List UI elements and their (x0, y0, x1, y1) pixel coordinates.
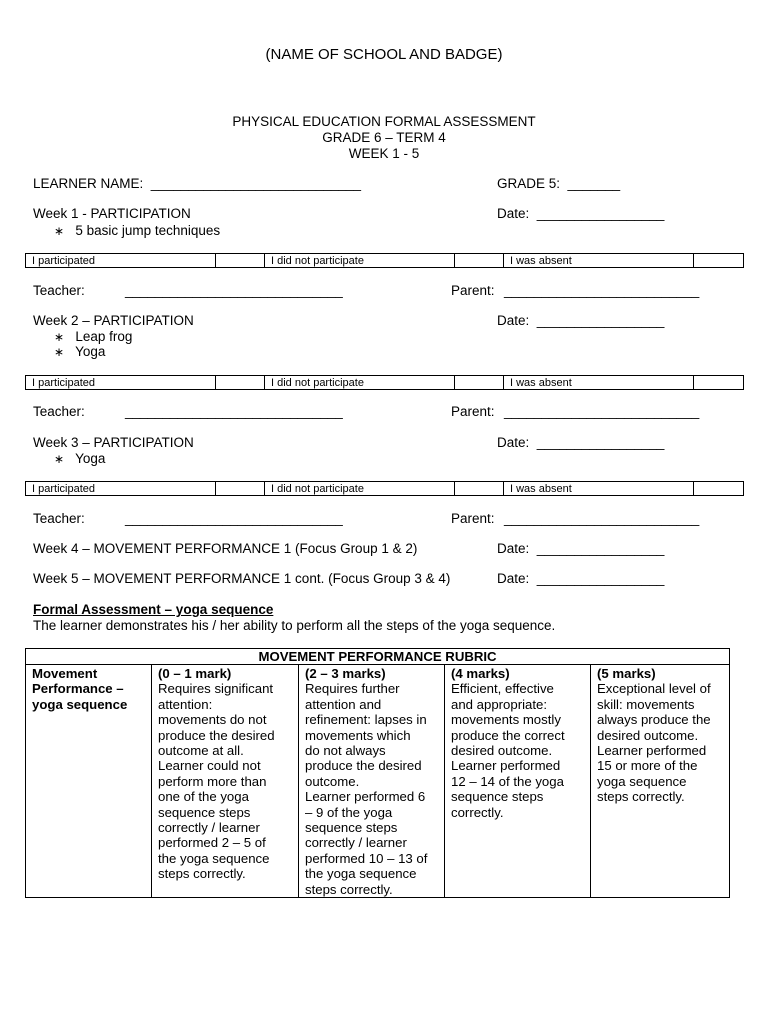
learner-name-label: LEARNER NAME: (33, 176, 144, 191)
rubric-marks: (4 marks) (451, 666, 510, 681)
grade-label: GRADE 5: (497, 176, 561, 191)
bullet-icon: ∗ (54, 224, 65, 238)
parent-label: Parent: (451, 511, 495, 526)
list-item-text: Yoga (75, 451, 106, 466)
bullet-icon: ∗ (54, 330, 65, 344)
date-field[interactable]: _________________ (536, 541, 665, 556)
date-label: Date: (497, 206, 530, 221)
list-item-text: Yoga (75, 344, 106, 359)
rubric-description-line: Learner performed (451, 758, 561, 774)
teacher-label: Teacher: (33, 511, 85, 526)
rubric-description-line: Exceptional level of (597, 681, 711, 697)
rubric-description-line: Efficient, effective (451, 681, 554, 697)
not-participated-label: I did not participate (265, 254, 455, 268)
rubric-description-line: Learner performed 6 (305, 789, 426, 805)
rubric-description-line: movements do not (158, 712, 267, 728)
rubric-description-line: sequence steps (305, 820, 398, 836)
rubric-description-line: skill: movements (597, 696, 695, 712)
rubric-description-line: perform more than (158, 773, 267, 789)
date-label: Date: (497, 313, 530, 328)
formal-assessment-heading: Formal Assessment – yoga sequence (33, 602, 274, 617)
not-participated-checkbox[interactable] (455, 254, 504, 268)
grade-term: GRADE 6 – TERM 4 (322, 130, 446, 145)
rubric-description-line: steps correctly. (305, 881, 393, 897)
parent-label: Parent: (451, 404, 495, 419)
absent-label: I was absent (504, 376, 694, 390)
absent-checkbox[interactable] (694, 482, 744, 496)
rubric-description-line: Requires further (305, 681, 400, 697)
rubric-marks: (0 – 1 mark) (158, 666, 232, 681)
rubric-description-line: Learner performed (597, 743, 707, 759)
week5-title: Week 5 – MOVEMENT PERFORMANCE 1 cont. (Focus Group 3 & 4) (33, 571, 451, 586)
teacher-signature-field[interactable]: _____________________________ (125, 283, 343, 298)
rubric-description-line: 12 – 14 of the yoga (451, 773, 564, 789)
date-label: Date: (497, 435, 530, 450)
bullet-icon: ∗ (54, 345, 65, 359)
rubric-description-line: Learner could not (158, 758, 261, 774)
learner-name-field[interactable]: ____________________________ (150, 176, 362, 191)
rubric-marks: (2 – 3 marks) (305, 666, 386, 681)
rubric-table (25, 648, 730, 898)
week2-title: Week 2 – PARTICIPATION (33, 313, 194, 328)
participation-table-week2 (25, 375, 744, 390)
rubric-title: MOVEMENT PERFORMANCE RUBRIC (26, 649, 730, 665)
learner-name-row (33, 176, 361, 191)
list-item (54, 223, 220, 238)
week4-title: Week 4 – MOVEMENT PERFORMANCE 1 (Focus Group 1 & 2) (33, 541, 418, 556)
rubric-description-line: movements which (305, 727, 411, 743)
parent-signature-field[interactable]: __________________________ (504, 283, 700, 298)
rubric-description-line: one of the yoga (158, 789, 249, 805)
list-item (54, 451, 105, 466)
parent-signature-field[interactable]: __________________________ (504, 511, 700, 526)
week3-title: Week 3 – PARTICIPATION (33, 435, 194, 450)
rubric-row-label (26, 665, 152, 898)
rubric-description-line: movements mostly (451, 712, 561, 728)
week1-title: Week 1 - PARTICIPATION (33, 206, 191, 221)
list-item-text: 5 basic jump techniques (75, 223, 221, 238)
teacher-signature-field[interactable]: _____________________________ (125, 511, 343, 526)
rubric-description-line: performed 2 – 5 of (158, 835, 266, 851)
rubric-description-line: refinement: lapses in (305, 712, 427, 728)
rubric-description-line: attention: (158, 696, 213, 712)
rubric-row-label-line: Performance – (32, 681, 124, 697)
rubric-description-line: steps correctly. (597, 789, 685, 805)
rubric-description-line: attention and (305, 696, 382, 712)
week4-date (497, 541, 664, 556)
list-item (54, 344, 105, 359)
rubric-level-2-3 (299, 665, 445, 898)
participated-checkbox[interactable] (216, 376, 265, 390)
rubric-row-label-line: yoga sequence (32, 696, 128, 712)
rubric-description-line: outcome. (305, 773, 360, 789)
teacher-label: Teacher: (33, 283, 85, 298)
week-range: WEEK 1 - 5 (348, 146, 420, 161)
rubric-row-label-line: Movement (32, 666, 98, 681)
rubric-description-line: and appropriate: (451, 696, 548, 712)
rubric-description-line: performed 10 – 13 of (305, 850, 428, 866)
rubric-level-4 (445, 665, 591, 898)
week2-date (497, 313, 664, 328)
rubric-description-line: correctly / learner (158, 820, 260, 836)
grade-row (497, 176, 620, 191)
rubric-description-line: always produce the (597, 712, 711, 728)
not-participated-label: I did not participate (265, 376, 455, 390)
absent-checkbox[interactable] (694, 254, 744, 268)
teacher-label: Teacher: (33, 404, 85, 419)
not-participated-checkbox[interactable] (455, 482, 504, 496)
bullet-icon: ∗ (54, 452, 65, 466)
rubric-description-line: 15 or more of the (597, 758, 698, 774)
date-field[interactable]: _________________ (536, 206, 665, 221)
rubric-description-line: steps correctly. (158, 866, 246, 882)
list-item-text: Leap frog (75, 329, 133, 344)
week1-date (497, 206, 664, 221)
assessment-title: PHYSICAL EDUCATION FORMAL ASSESSMENT (232, 114, 536, 129)
participation-table-week3 (25, 481, 744, 496)
school-name: (NAME OF SCHOOL AND BADGE) (265, 46, 503, 63)
participated-label: I participated (26, 376, 216, 390)
grade-field[interactable]: _______ (567, 176, 621, 191)
participated-checkbox[interactable] (216, 254, 265, 268)
rubric-description-line: produce the desired (158, 727, 275, 743)
rubric-description-line: sequence steps (158, 804, 251, 820)
not-participated-label: I did not participate (265, 482, 455, 496)
date-field[interactable]: _________________ (536, 435, 665, 450)
not-participated-checkbox[interactable] (455, 376, 504, 390)
date-label: Date: (497, 541, 530, 556)
rubric-description-line: produce the desired (305, 758, 422, 774)
formal-assessment-description: The learner demonstrates his / her ability to perform all the steps of the yoga sequence. (33, 618, 556, 633)
rubric-description-line: – 9 of the yoga (305, 804, 393, 820)
rubric-description-line: correctly. (451, 804, 504, 820)
date-field[interactable]: _________________ (536, 313, 665, 328)
parent-signature-field[interactable]: __________________________ (504, 404, 700, 419)
rubric-description-line: the yoga sequence (158, 850, 270, 866)
rubric-level-0-1 (152, 665, 299, 898)
week3-date (497, 435, 664, 450)
date-label: Date: (497, 571, 530, 586)
rubric-description-line: outcome at all. (158, 743, 244, 759)
rubric-description-line: desired outcome. (451, 743, 553, 759)
list-item (54, 329, 132, 344)
week5-date (497, 571, 664, 586)
rubric-description-line: produce the correct (451, 727, 565, 743)
teacher-signature-field[interactable]: _____________________________ (125, 404, 343, 419)
participation-table-week1 (25, 253, 744, 268)
participated-label: I participated (26, 482, 216, 496)
absent-label: I was absent (504, 254, 694, 268)
rubric-description-line: correctly / learner (305, 835, 407, 851)
participated-label: I participated (26, 254, 216, 268)
participated-checkbox[interactable] (216, 482, 265, 496)
rubric-marks: (5 marks) (597, 666, 656, 681)
rubric-description-line: the yoga sequence (305, 866, 417, 882)
rubric-description-line: desired outcome. (597, 727, 699, 743)
absent-checkbox[interactable] (694, 376, 744, 390)
rubric-description-line: do not always (305, 743, 386, 759)
absent-label: I was absent (504, 482, 694, 496)
rubric-level-5 (591, 665, 730, 898)
date-field[interactable]: _________________ (536, 571, 665, 586)
rubric-description-line: Requires significant (158, 681, 274, 697)
rubric-description-line: sequence steps (451, 789, 544, 805)
rubric-description-line: yoga sequence (597, 773, 687, 789)
parent-label: Parent: (451, 283, 495, 298)
